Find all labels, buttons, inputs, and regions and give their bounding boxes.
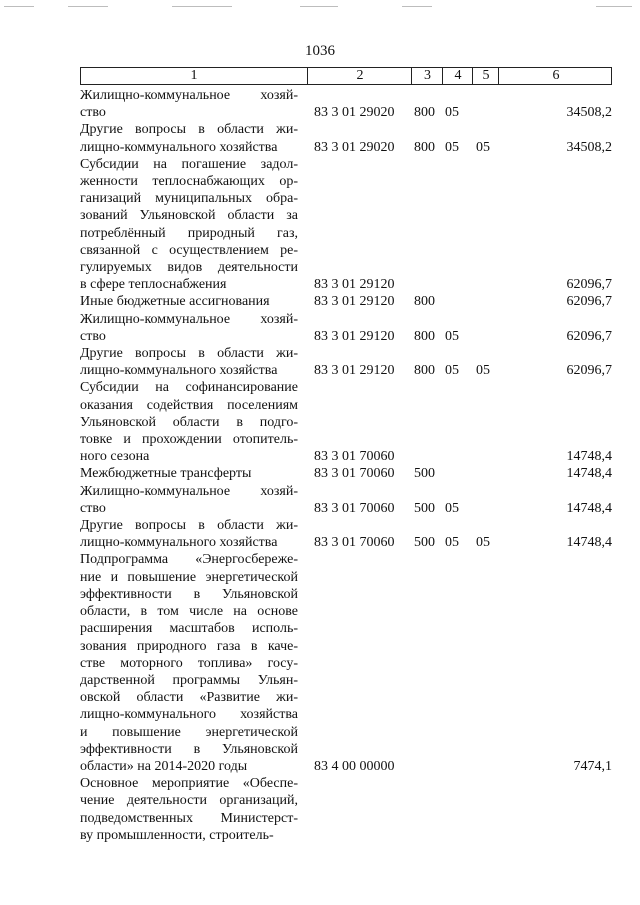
table-row	[80, 311, 612, 345]
table-row	[80, 517, 612, 551]
row-amount: 34508,2	[566, 105, 612, 121]
row-name-line: Подпрограмма «Энергосбереже-	[80, 552, 298, 568]
row-name-line: Другие вопросы в области жи-	[80, 122, 298, 138]
row-subsection: 05	[476, 535, 490, 551]
table-row	[80, 156, 612, 294]
row-name	[80, 293, 298, 310]
row-name-line: чение деятельности организаций,	[80, 793, 298, 809]
row-name-line: ство	[80, 500, 106, 516]
row-name-line: Другие вопросы в области жи-	[80, 518, 298, 534]
row-amount: 62096,7	[566, 277, 612, 293]
header-col-5: 5	[472, 68, 499, 84]
header-col-4: 4	[442, 68, 473, 84]
row-name-line: Иные бюджетные ассигнования	[80, 294, 270, 310]
row-name	[80, 551, 298, 775]
table-row	[80, 465, 612, 482]
table-header	[80, 67, 612, 85]
row-name-line: ву промышленности, строитель-	[80, 827, 274, 843]
row-code: 83 3 01 29120	[314, 363, 395, 379]
row-amount: 7474,1	[573, 758, 612, 774]
row-name-line: зований Ульяновской области за	[80, 208, 298, 224]
row-amount: 14748,4	[566, 466, 612, 482]
table-row	[80, 379, 612, 465]
row-expense-type: 800	[414, 294, 435, 310]
row-name-line: лищно-коммунального хозяйства	[80, 535, 278, 551]
row-name	[80, 379, 298, 465]
row-amount: 14748,4	[566, 535, 612, 551]
row-name-line: женности теплоснабжающих ор-	[80, 174, 298, 190]
header-col-6: 6	[498, 68, 613, 84]
header-col-3: 3	[411, 68, 443, 84]
row-name	[80, 156, 298, 294]
row-section: 05	[445, 535, 459, 551]
scan-edge-marks	[0, 6, 640, 10]
row-name-line: Субсидии на погашение задол-	[80, 156, 298, 172]
row-name-line: Жилищно-коммунальное хозяй-	[80, 88, 298, 103]
table-body	[80, 87, 612, 844]
row-name-line: потреблённый природный газ,	[80, 225, 298, 241]
row-amount: 14748,4	[566, 500, 612, 516]
row-name	[80, 87, 298, 121]
table-row	[80, 87, 612, 121]
row-name-line: ство	[80, 105, 106, 121]
row-name	[80, 483, 298, 517]
row-name	[80, 311, 298, 345]
row-subsection: 05	[476, 139, 490, 155]
row-code: 83 3 01 29120	[314, 277, 395, 293]
row-name-line: Другие вопросы в области жи-	[80, 346, 298, 362]
row-code: 83 4 00 00000	[314, 758, 395, 774]
row-name-line: оказания содействия поселениям	[80, 397, 298, 413]
budget-table	[80, 67, 612, 843]
row-name-line: эффективности в Ульяновской	[80, 586, 298, 602]
row-name	[80, 775, 298, 844]
row-name-line: и повышение энергетической	[80, 724, 298, 740]
row-code: 83 3 01 70060	[314, 449, 395, 465]
row-name-line: лищно-коммунального хозяйства	[80, 363, 278, 379]
row-section: 05	[445, 328, 459, 344]
row-code: 83 3 01 29120	[314, 294, 395, 310]
row-name-line: товке и прохождении отопитель-	[80, 432, 298, 448]
row-name-line: гулируемых видов деятельности	[80, 260, 298, 276]
header-col-1: 1	[190, 68, 198, 83]
row-section: 05	[445, 500, 459, 516]
header-col-2: 2	[307, 68, 412, 84]
row-name-line: области» на 2014-2020 годы	[80, 758, 248, 774]
row-name-line: Жилищно-коммунальное хозяй-	[80, 311, 298, 327]
row-code: 83 3 01 29020	[314, 105, 395, 121]
row-name-line: зования природного газа в каче-	[80, 638, 298, 654]
row-name-line: ного сезона	[80, 449, 150, 465]
table-row	[80, 775, 612, 844]
row-code: 83 3 01 29120	[314, 328, 395, 344]
table-row	[80, 293, 612, 310]
row-expense-type: 500	[414, 500, 435, 516]
row-name	[80, 121, 298, 155]
row-name-line: ство	[80, 328, 106, 344]
table-row	[80, 121, 612, 155]
row-name-line: ние и повышение энергетической	[80, 569, 298, 585]
row-name-line: Межбюджетные трансферты	[80, 466, 252, 482]
row-name-line: Ульяновской области в подго-	[80, 414, 298, 430]
row-name-line: лищно-коммунального хозяйства	[80, 139, 278, 155]
row-name-line: в сфере теплоснабжения	[80, 277, 227, 293]
row-expense-type: 800	[414, 139, 435, 155]
row-code: 83 3 01 70060	[314, 466, 395, 482]
row-amount: 34508,2	[566, 139, 612, 155]
row-amount: 62096,7	[566, 363, 612, 379]
row-name-line: Субсидии на софинансирование	[80, 380, 298, 396]
row-section: 05	[445, 139, 459, 155]
row-expense-type: 800	[414, 105, 435, 121]
row-expense-type: 800	[414, 328, 435, 344]
row-section: 05	[445, 105, 459, 121]
row-name-line: дарственной программы Ульян-	[80, 672, 298, 688]
row-name	[80, 517, 298, 551]
row-code: 83 3 01 70060	[314, 500, 395, 516]
row-name-line: расширения масштабов исполь-	[80, 621, 298, 637]
row-expense-type: 500	[414, 535, 435, 551]
table-row	[80, 483, 612, 517]
row-name-line: эффективности в Ульяновской	[80, 741, 298, 757]
table-row	[80, 345, 612, 379]
row-name-line: стве моторного топлива» госу-	[80, 655, 298, 671]
row-name-line: ганизаций муниципальных обра-	[80, 191, 298, 207]
row-name-line: Основное мероприятие «Обеспе-	[80, 776, 298, 792]
row-expense-type: 500	[414, 466, 435, 482]
row-section: 05	[445, 363, 459, 379]
row-subsection: 05	[476, 363, 490, 379]
table-row	[80, 551, 612, 775]
row-name-line: овской области «Развитие жи-	[80, 690, 298, 706]
row-amount: 62096,7	[566, 294, 612, 310]
row-name	[80, 465, 298, 482]
row-name-line: лищно-коммунального хозяйства	[80, 707, 298, 723]
row-name-line: подведомственных Министерст-	[80, 810, 298, 826]
row-name-line: связанной с осуществлением ре-	[80, 242, 298, 258]
row-name	[80, 345, 298, 379]
row-amount: 62096,7	[566, 328, 612, 344]
page-number: 1036	[305, 43, 335, 59]
row-name-line: Жилищно-коммунальное хозяй-	[80, 483, 298, 499]
row-expense-type: 800	[414, 363, 435, 379]
row-amount: 14748,4	[566, 449, 612, 465]
row-code: 83 3 01 29020	[314, 139, 395, 155]
row-name-line: области, в том числе на основе	[80, 604, 298, 620]
row-code: 83 3 01 70060	[314, 535, 395, 551]
